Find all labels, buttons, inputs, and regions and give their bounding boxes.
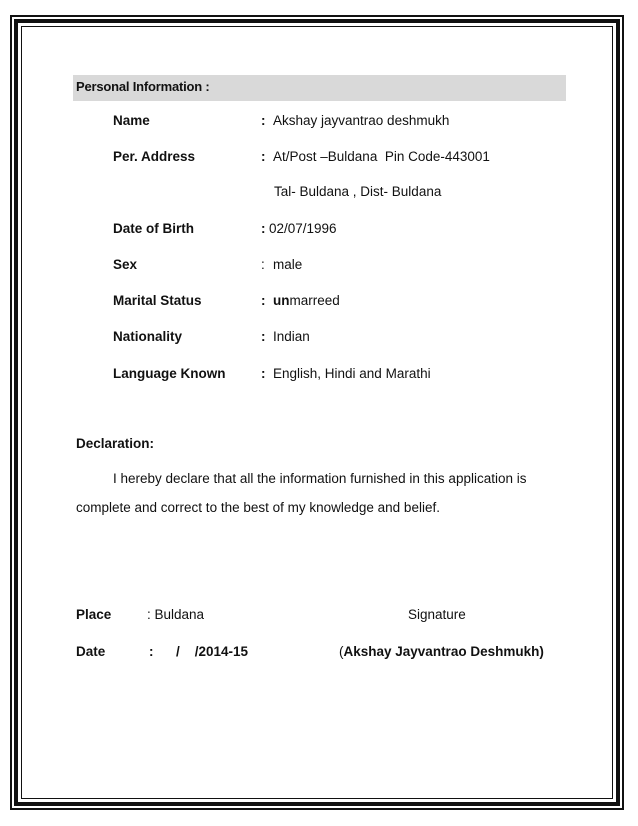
address-value: At/Post –Buldana Pin Code-443001: [273, 149, 490, 164]
sex-value: male: [273, 257, 303, 272]
sex-colon: :: [261, 257, 265, 272]
place-label: Place: [76, 607, 112, 622]
dob-value: 02/07/1996: [269, 221, 337, 236]
dob-label: Date of Birth: [113, 221, 194, 236]
name-colon: :: [261, 113, 266, 128]
applicant-name-open-paren: (: [339, 644, 344, 659]
signature-label: Signature: [408, 607, 466, 622]
date-value: / /2014-15: [176, 644, 249, 659]
dob-colon: :: [261, 221, 266, 236]
applicant-name-text: Akshay Jayvantrao Deshmukh): [343, 644, 544, 659]
address-label: Per. Address: [113, 149, 196, 164]
marital-status-label: Marital Status: [113, 293, 202, 308]
marital-status-suffix: marreed: [289, 293, 340, 308]
declaration-line-2: complete and correct to the best of my knowledge and belief.: [76, 500, 440, 515]
address-value-line2: Tal- Buldana , Dist- Buldana: [274, 184, 442, 199]
nationality-value: Indian: [273, 329, 310, 344]
language-value: English, Hindi and Marathi: [273, 366, 431, 381]
date-colon: :: [149, 644, 154, 659]
page-border-inner: [21, 26, 613, 799]
section-title: Personal Information :: [76, 79, 210, 94]
name-label: Name: [113, 113, 150, 128]
marital-status-value: [273, 293, 340, 308]
name-value: Akshay jayvantrao deshmukh: [273, 113, 450, 128]
language-colon: :: [261, 366, 266, 381]
language-label: Language Known: [113, 366, 226, 381]
nationality-colon: :: [261, 329, 266, 344]
marital-status-prefix: un: [273, 293, 290, 308]
declaration-heading: Declaration:: [76, 436, 155, 451]
place-value: : Buldana: [147, 607, 205, 622]
marital-status-colon: :: [261, 293, 266, 308]
sex-label: Sex: [113, 257, 138, 272]
applicant-name: [339, 644, 544, 659]
nationality-label: Nationality: [113, 329, 183, 344]
address-colon: :: [261, 149, 266, 164]
date-label: Date: [76, 644, 106, 659]
declaration-line-1: I hereby declare that all the information furnished in this application is: [113, 471, 527, 486]
